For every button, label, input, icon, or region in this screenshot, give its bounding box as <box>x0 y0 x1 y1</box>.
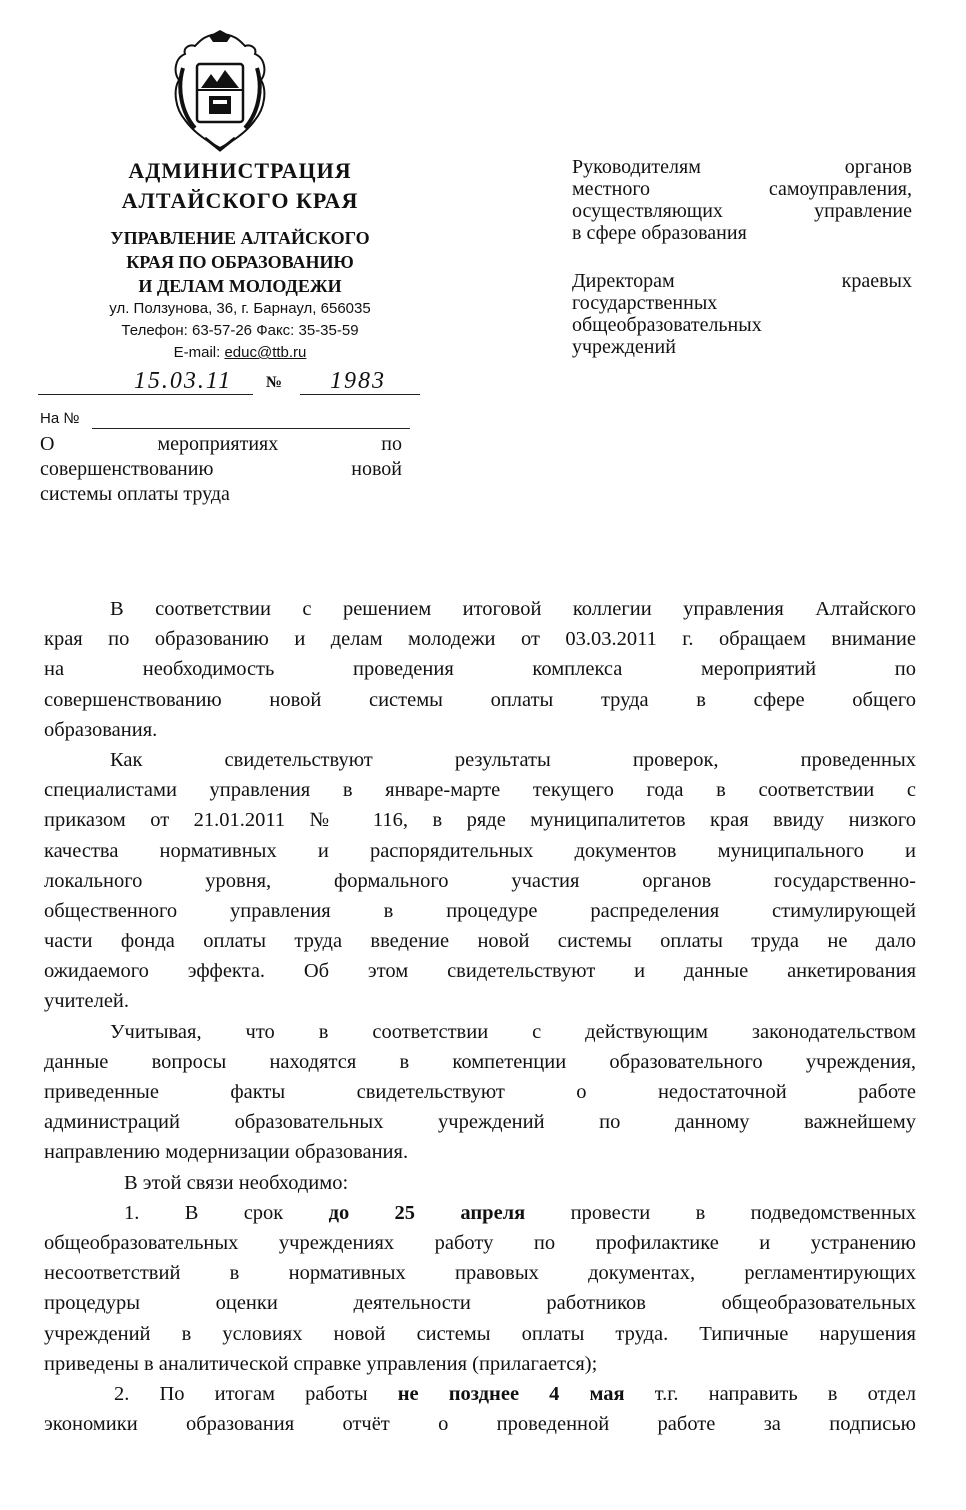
body-line: В этой связи необходимо: <box>124 1171 349 1194</box>
body-line: экономики образования отчёт о проведенной работе за подписью <box>44 1413 916 1436</box>
recipient-line: общеобразовательных <box>572 314 762 336</box>
date-underline <box>38 394 253 395</box>
phone-fax: Телефон: 63-57-26 Факс: 35-35-59 <box>121 322 359 339</box>
body-line: части фонда оплаты труда введение новой системы оплаты труда не дало <box>44 930 916 953</box>
dept-name-line1: УПРАВЛЕНИЕ АЛТАЙСКОГО <box>110 228 370 248</box>
body-line: общеобразовательных учреждениях работу по профилактике и устранению <box>44 1231 916 1254</box>
dept-name-line3: И ДЕЛАМ МОЛОДЕЖИ <box>138 276 342 296</box>
item-text: т.г. направить в отдел <box>624 1382 916 1405</box>
item-text: 2. По итогам работы <box>114 1382 398 1405</box>
recipient-directors <box>572 270 912 358</box>
recipient-line: в сфере образования <box>572 222 747 244</box>
body-line: учителей. <box>44 990 130 1013</box>
letter-body <box>44 594 916 1439</box>
body-line: на необходимость проведения комплекса мероприятий по <box>44 658 916 681</box>
body-line: направлению модернизации образования. <box>44 1141 409 1164</box>
registration-line <box>38 368 408 398</box>
body-line: данные вопросы находятся в компетенции образовательного учреждения, <box>44 1050 916 1073</box>
body-line: В соответствии с решением итоговой коллегии управления Алтайского <box>110 598 916 620</box>
list-item-2-first-line <box>44 1379 916 1409</box>
body-line: процедуры оценки деятельности работников общеобразовательных <box>44 1292 916 1315</box>
body-line: специалистами управления в январе-марте текущего года в соответствии с <box>44 779 916 802</box>
item-text: 1. В срок <box>124 1201 329 1224</box>
recipient-line: государственных <box>572 292 718 314</box>
body-line: приведены в аналитической справке управления (прилагается); <box>44 1352 598 1375</box>
body-line: качества нормативных и распорядительных документов муниципального и <box>44 839 916 862</box>
recipient-local-authorities <box>572 156 912 244</box>
body-line: приказом от 21.01.2011 № 116, в ряде муниципалитетов края ввиду низкого <box>44 809 916 832</box>
list-item-1-first-line <box>44 1198 916 1228</box>
address: ул. Ползунова, 36, г. Барнаул, 656035 <box>109 300 371 317</box>
recipient-line: учреждений <box>572 336 676 358</box>
org-name-line2: АЛТАЙСКОГО КРАЯ <box>121 188 359 213</box>
recipient-line: Директорам краевых <box>572 270 912 292</box>
deadline-emphasis: не позднее 4 мая <box>397 1382 625 1405</box>
subject-line: О мероприятиях по <box>40 433 402 455</box>
reference-line <box>40 410 410 432</box>
body-line: совершенствованию новой системы оплаты труда в сфере общего <box>44 688 916 711</box>
body-line: образования. <box>44 718 158 741</box>
registration-number: 1983 <box>330 368 386 394</box>
body-line: Как свидетельствуют результаты проверок, проведенных <box>110 748 916 771</box>
body-line: приведенные факты свидетельствуют о недостаточной работе <box>44 1081 916 1103</box>
number-label: № <box>266 374 283 391</box>
number-underline <box>300 394 420 395</box>
body-line: общественного управления в процедуре распределения стимулирующей <box>44 899 916 922</box>
org-name-line1: АДМИНИСТРАЦИЯ <box>128 158 352 183</box>
reference-underline <box>92 428 410 429</box>
body-line: ожидаемого эффекта. Об этом свидетельствуют и данные анкетирования <box>44 960 916 983</box>
coat-of-arms-emblem <box>165 28 275 156</box>
recipient-line: Руководителям органов <box>572 156 912 178</box>
email-link[interactable]: educ@ttb.ru <box>224 344 307 361</box>
recipient-line: осуществляющих управление <box>572 200 912 222</box>
subject-line: системы оплаты труда <box>40 483 230 505</box>
body-line: локального уровня, формального участия органов государственно- <box>44 869 916 892</box>
body-line: Учитывая, что в соответствии с действующим законодательством <box>110 1020 916 1043</box>
body-line: учреждений в условиях новой системы оплаты труда. Типичные нарушения <box>44 1322 916 1345</box>
body-line: края по образованию и делам молодежи от 03.03.2011 г. обращаем внимание <box>44 628 916 651</box>
letter-subject <box>40 432 402 507</box>
subject-line: совершенствованию новой <box>40 458 402 480</box>
reference-label: На № <box>40 410 80 427</box>
body-line: несоответствий в нормативных правовых документах, регламентирующих <box>44 1262 916 1285</box>
registration-date: 15.03.11 <box>133 368 233 394</box>
body-line: администраций образовательных учреждений по данному важнейшему <box>44 1111 916 1134</box>
dept-name-line2: КРАЯ ПО ОБРАЗОВАНИЮ <box>126 252 354 272</box>
email-line <box>40 342 440 364</box>
item-text: провести в подведомственных <box>525 1201 916 1224</box>
recipient-line: местного самоуправления, <box>572 178 912 200</box>
deadline-emphasis: до 25 апреля <box>328 1201 526 1224</box>
email-label: E-mail: <box>173 344 225 361</box>
